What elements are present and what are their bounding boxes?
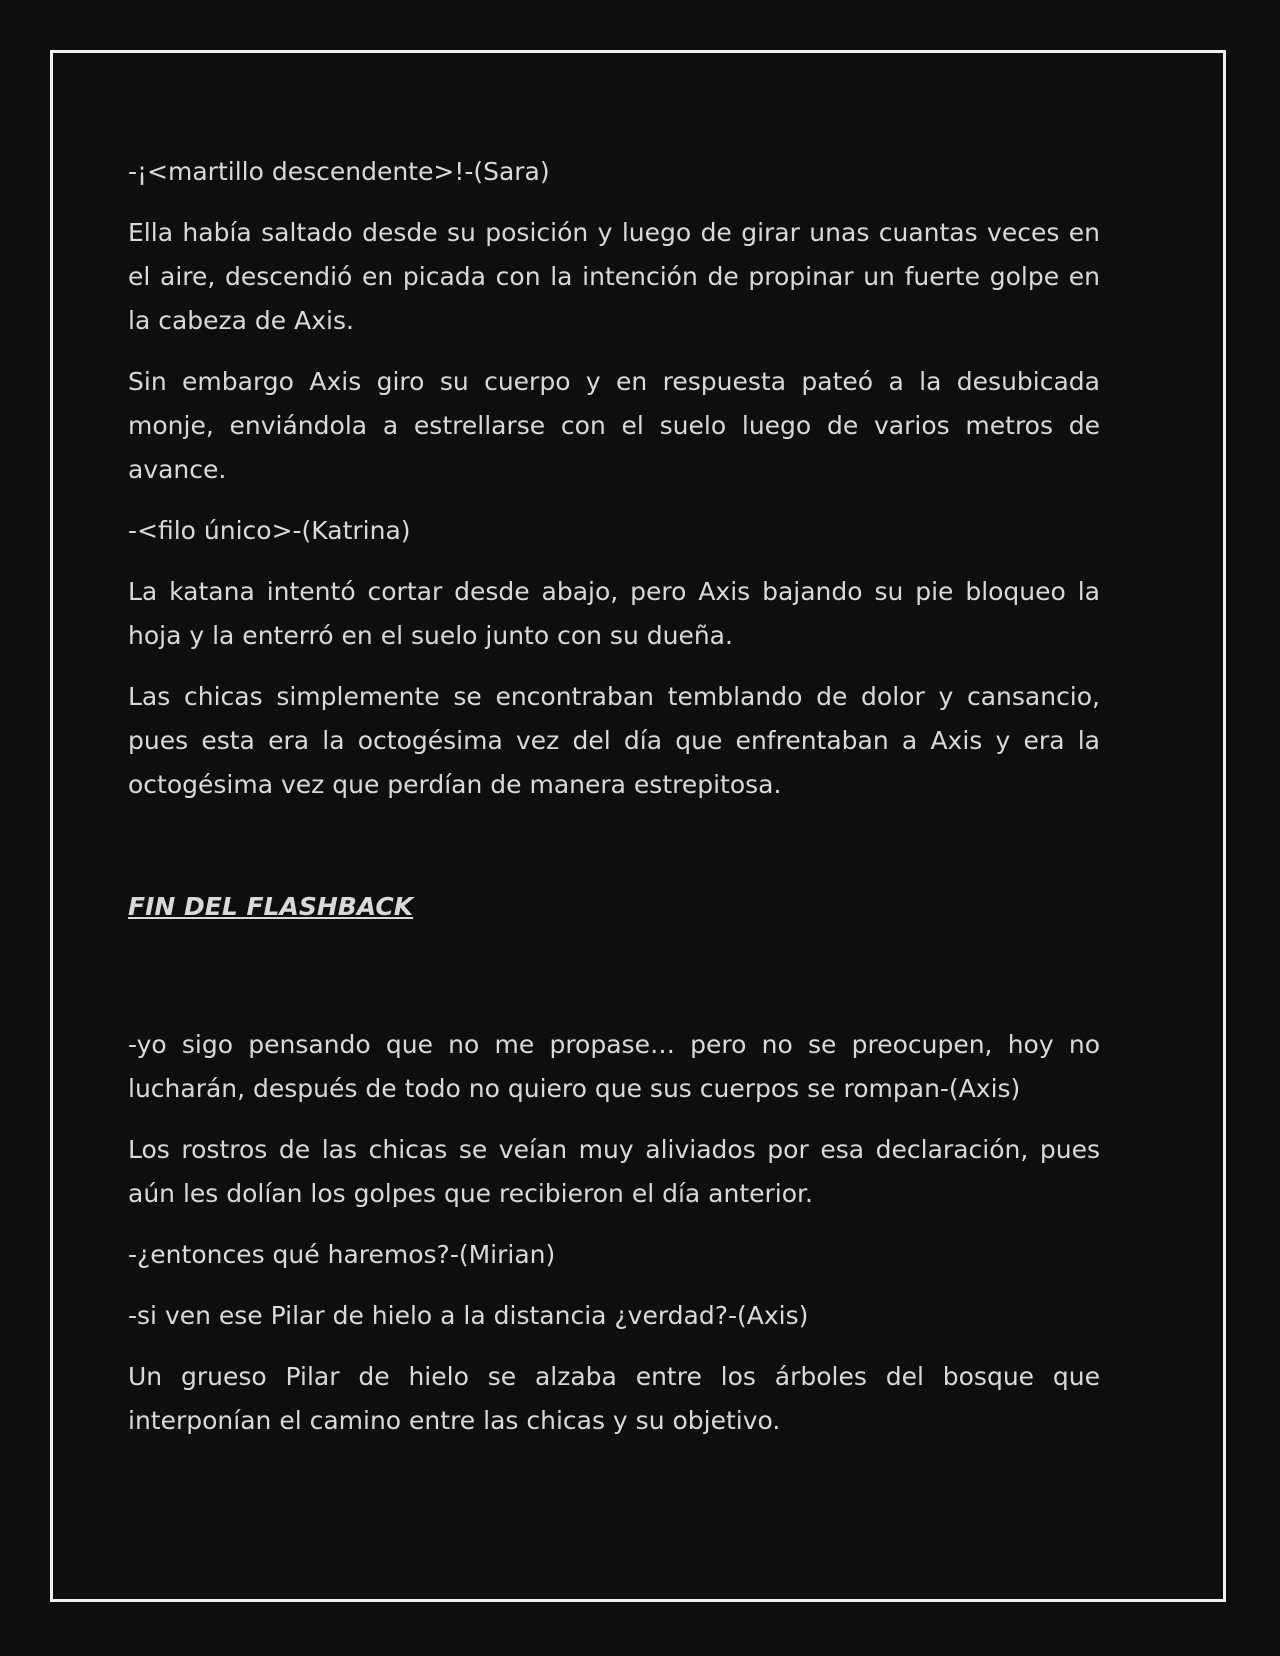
dialogue-line: -¿entonces qué haremos?-(Mirian) bbox=[128, 1240, 556, 1269]
page-content bbox=[128, 150, 1100, 1460]
dialogue-line: -yo sigo pensando que no me propase… pero no se preocupen, hoy no lucharán, después de todo no quiero que sus cuerpos se rompan-(Axis) bbox=[128, 1030, 1100, 1103]
flashback-heading: FIN DEL FLASHBACK bbox=[128, 892, 414, 921]
narration-paragraph: Ella había saltado desde su posición y luego de girar unas cuantas veces en el aire, descendió en picada con la intención de propinar un fuerte golpe en la cabeza de Axis. bbox=[128, 218, 1100, 335]
dialogue-line: -¡<martillo descendente>!-(Sara) bbox=[128, 157, 550, 186]
dialogue-line: -<filo único>-(Katrina) bbox=[128, 516, 411, 545]
narration-paragraph: Un grueso Pilar de hielo se alzaba entre los árboles del bosque que interponían el camino entre las chicas y su objetivo. bbox=[128, 1362, 1100, 1435]
narration-paragraph: Sin embargo Axis giro su cuerpo y en respuesta pateó a la desubicada monje, enviándola a estrellarse con el suelo luego de varios metros de avance. bbox=[128, 367, 1100, 484]
dialogue-line: -si ven ese Pilar de hielo a la distancia ¿verdad?-(Axis) bbox=[128, 1301, 809, 1330]
narration-paragraph: Los rostros de las chicas se veían muy aliviados por esa declaración, pues aún les dolían los golpes que recibieron el día anterior. bbox=[128, 1135, 1100, 1208]
narration-paragraph: Las chicas simplemente se encontraban temblando de dolor y cansancio, pues esta era la octogésima vez del día que enfrentaban a Axis y era la octogésima vez que perdían de manera estrepitosa. bbox=[128, 682, 1100, 799]
narration-paragraph: La katana intentó cortar desde abajo, pero Axis bajando su pie bloqueo la hoja y la enterró en el suelo junto con su dueña. bbox=[128, 577, 1100, 650]
